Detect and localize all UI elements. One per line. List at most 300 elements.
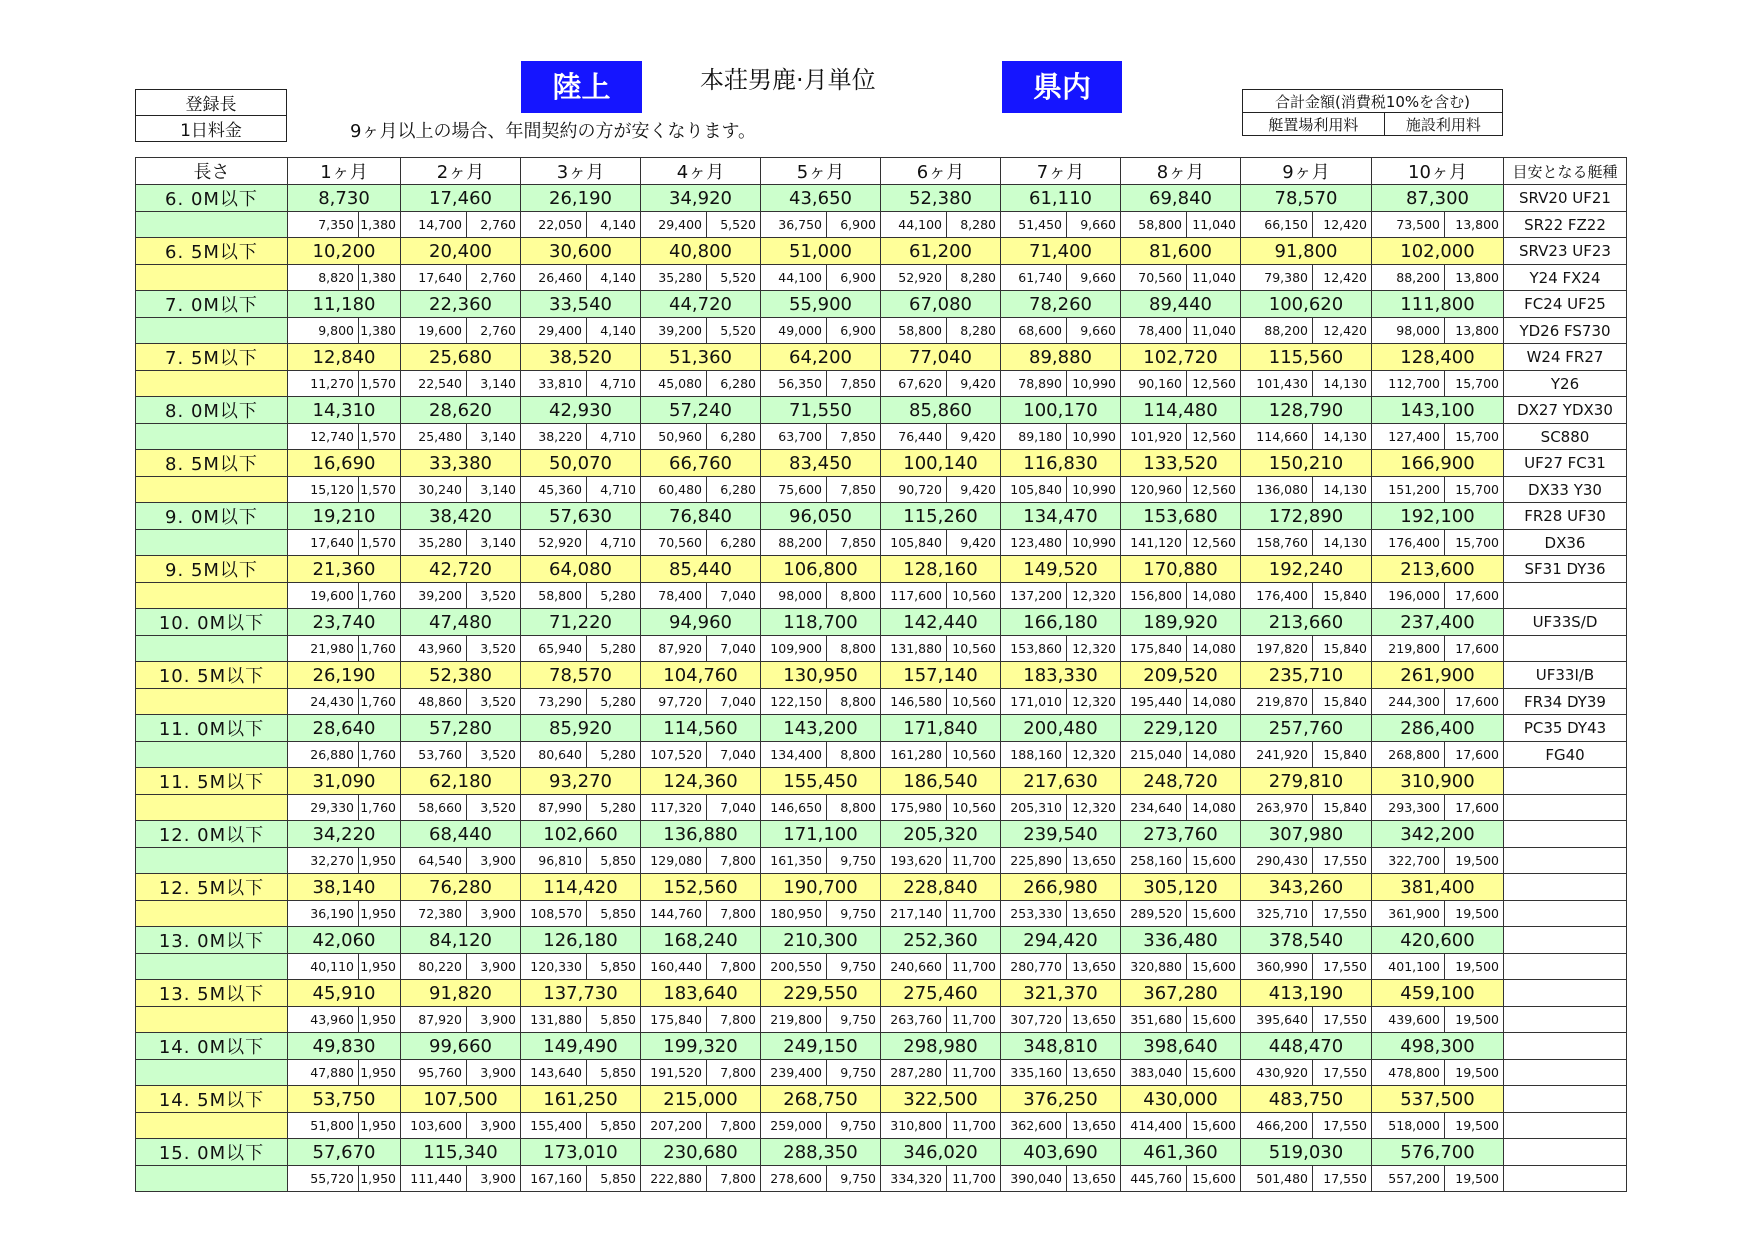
berth-fee-cell: 45,360 [521, 477, 587, 503]
length-cell-blank [136, 477, 288, 503]
facility-fee-cell: 7,040 [707, 689, 761, 715]
total-cell: 42,720 [401, 556, 521, 583]
length-cell-blank [136, 371, 288, 397]
total-cell: 21,360 [288, 556, 401, 583]
facility-fee-cell: 15,600 [1187, 1060, 1241, 1086]
berth-fee-cell: 334,320 [881, 1166, 947, 1192]
total-cell: 124,360 [641, 768, 761, 795]
boat-type-cell [1504, 795, 1627, 821]
facility-fee-cell: 7,850 [827, 424, 881, 450]
total-cell: 81,600 [1121, 238, 1241, 265]
facility-fee-cell: 13,800 [1445, 265, 1504, 291]
boat-type-cell: SR22 FZ22 [1504, 212, 1627, 238]
total-cell: 104,760 [641, 662, 761, 689]
berth-fee-cell: 61,740 [1001, 265, 1067, 291]
total-cell: 199,320 [641, 1033, 761, 1060]
berth-fee-cell: 45,080 [641, 371, 707, 397]
total-cell: 143,200 [761, 715, 881, 742]
facility-fee-cell: 9,750 [827, 1113, 881, 1139]
boat-type-cell [1504, 1139, 1627, 1166]
berth-fee-cell: 175,840 [1121, 636, 1187, 662]
facility-fee-cell: 1,380 [359, 318, 401, 344]
facility-fee-cell: 17,600 [1445, 742, 1504, 768]
total-cell: 305,120 [1121, 874, 1241, 901]
length-cell: 7. 0M以下 [136, 291, 288, 318]
berth-fee-cell: 414,400 [1121, 1113, 1187, 1139]
total-cell: 189,920 [1121, 609, 1241, 636]
total-cell: 34,920 [641, 185, 761, 212]
table-row-split [136, 901, 1627, 927]
boat-type-cell: SF31 DY36 [1504, 556, 1627, 583]
facility-fee-cell: 11,700 [947, 848, 1001, 874]
total-cell: 576,700 [1372, 1139, 1504, 1166]
berth-fee-cell: 90,160 [1121, 371, 1187, 397]
total-cell: 100,620 [1241, 291, 1372, 318]
berth-fee-cell: 395,640 [1241, 1007, 1313, 1033]
facility-fee-cell: 15,600 [1187, 1113, 1241, 1139]
berth-fee-cell: 117,600 [881, 583, 947, 609]
berth-fee-cell: 68,600 [1001, 318, 1067, 344]
length-cell: 14. 5M以下 [136, 1086, 288, 1113]
facility-fee-cell: 17,600 [1445, 689, 1504, 715]
facility-fee-cell: 5,850 [587, 1060, 641, 1086]
facility-fee-cell: 3,900 [467, 954, 521, 980]
facility-fee-cell: 7,800 [707, 1166, 761, 1192]
total-cell: 378,540 [1241, 927, 1372, 954]
berth-fee-cell: 180,950 [761, 901, 827, 927]
facility-fee-cell: 13,650 [1067, 1007, 1121, 1033]
total-cell: 22,360 [401, 291, 521, 318]
header-month-9: 9ヶ月 [1241, 158, 1372, 185]
boat-type-cell [1504, 927, 1627, 954]
total-cell: 286,400 [1372, 715, 1504, 742]
length-cell-blank [136, 901, 288, 927]
facility-fee-cell: 9,660 [1067, 318, 1121, 344]
total-cell: 268,750 [761, 1086, 881, 1113]
berth-fee-cell: 49,000 [761, 318, 827, 344]
berth-fee-cell: 87,920 [641, 636, 707, 662]
table-row [136, 609, 1627, 636]
table-row-split [136, 1007, 1627, 1033]
berth-fee-cell: 39,200 [641, 318, 707, 344]
berth-fee-cell: 89,180 [1001, 424, 1067, 450]
total-cell: 51,360 [641, 344, 761, 371]
berth-fee-cell: 430,920 [1241, 1060, 1313, 1086]
berth-fee-cell: 103,600 [401, 1113, 467, 1139]
facility-fee-cell: 7,850 [827, 477, 881, 503]
facility-fee-cell: 6,280 [707, 424, 761, 450]
facility-fee-cell: 5,280 [587, 583, 641, 609]
total-cell: 213,600 [1372, 556, 1504, 583]
boat-type-cell: FR34 DY39 [1504, 689, 1627, 715]
berth-fee-cell: 12,740 [288, 424, 359, 450]
berth-fee-cell: 207,200 [641, 1113, 707, 1139]
berth-fee-cell: 307,720 [1001, 1007, 1067, 1033]
length-cell-blank [136, 1113, 288, 1139]
berth-fee-cell: 219,870 [1241, 689, 1313, 715]
total-cell: 143,100 [1372, 397, 1504, 424]
berth-fee-cell: 14,700 [401, 212, 467, 238]
facility-fee-cell: 4,140 [587, 212, 641, 238]
facility-fee-cell: 1,380 [359, 212, 401, 238]
length-cell-blank [136, 424, 288, 450]
boat-type-cell: FG40 [1504, 742, 1627, 768]
facility-fee-cell: 17,550 [1313, 1060, 1372, 1086]
table-row [136, 556, 1627, 583]
berth-fee-cell: 188,160 [1001, 742, 1067, 768]
facility-fee-cell: 11,040 [1187, 212, 1241, 238]
facility-fee-cell: 19,500 [1445, 848, 1504, 874]
facility-fee-cell: 2,760 [467, 318, 521, 344]
total-cell: 237,400 [1372, 609, 1504, 636]
facility-fee-cell: 10,990 [1067, 424, 1121, 450]
table-row-split [136, 212, 1627, 238]
facility-fee-cell: 9,420 [947, 371, 1001, 397]
berth-fee-cell: 268,800 [1372, 742, 1445, 768]
total-cell: 249,150 [761, 1033, 881, 1060]
page-title: 本荘男鹿·月単位 [700, 66, 876, 94]
total-cell: 19,210 [288, 503, 401, 530]
berth-fee-cell: 240,660 [881, 954, 947, 980]
berth-fee-cell: 21,980 [288, 636, 359, 662]
berth-fee-cell: 310,800 [881, 1113, 947, 1139]
total-cell: 420,600 [1372, 927, 1504, 954]
boat-type-cell [1504, 980, 1627, 1007]
berth-fee-cell: 439,600 [1372, 1007, 1445, 1033]
berth-fee-cell: 9,800 [288, 318, 359, 344]
facility-fee-cell: 7,800 [707, 901, 761, 927]
total-cell: 190,700 [761, 874, 881, 901]
facility-fee-cell: 9,750 [827, 1060, 881, 1086]
legend-right-box [1242, 89, 1503, 136]
facility-fee-cell: 1,380 [359, 265, 401, 291]
length-cell: 15. 0M以下 [136, 1139, 288, 1166]
total-cell: 83,450 [761, 450, 881, 477]
facility-fee-cell: 12,320 [1067, 689, 1121, 715]
facility-fee-cell: 5,850 [587, 1113, 641, 1139]
total-cell: 115,560 [1241, 344, 1372, 371]
facility-fee-cell: 1,760 [359, 742, 401, 768]
total-cell: 229,120 [1121, 715, 1241, 742]
total-cell: 157,140 [881, 662, 1001, 689]
berth-fee-cell: 322,700 [1372, 848, 1445, 874]
berth-fee-cell: 51,800 [288, 1113, 359, 1139]
length-cell-blank [136, 212, 288, 238]
boat-type-cell: SRV23 UF23 [1504, 238, 1627, 265]
facility-fee-cell: 7,850 [827, 530, 881, 556]
total-cell: 28,620 [401, 397, 521, 424]
berth-fee-cell: 98,000 [761, 583, 827, 609]
facility-fee-cell: 7,800 [707, 954, 761, 980]
boat-type-cell [1504, 954, 1627, 980]
facility-fee-cell: 4,710 [587, 530, 641, 556]
facility-fee-cell: 12,320 [1067, 583, 1121, 609]
berth-fee-cell: 129,080 [641, 848, 707, 874]
total-cell: 102,720 [1121, 344, 1241, 371]
berth-fee-cell: 63,700 [761, 424, 827, 450]
facility-fee-cell: 4,140 [587, 318, 641, 344]
berth-fee-cell: 43,960 [401, 636, 467, 662]
berth-fee-cell: 43,960 [288, 1007, 359, 1033]
facility-fee-cell: 17,550 [1313, 848, 1372, 874]
berth-fee-cell: 29,330 [288, 795, 359, 821]
table-row [136, 662, 1627, 689]
table-row [136, 927, 1627, 954]
total-cell: 111,800 [1372, 291, 1504, 318]
header-month-7: 7ヶ月 [1001, 158, 1121, 185]
total-cell: 235,710 [1241, 662, 1372, 689]
facility-fee-cell: 3,900 [467, 848, 521, 874]
total-cell: 12,840 [288, 344, 401, 371]
boat-type-cell [1504, 1086, 1627, 1113]
berth-fee-cell: 361,900 [1372, 901, 1445, 927]
total-cell: 52,380 [881, 185, 1001, 212]
berth-fee-cell: 26,880 [288, 742, 359, 768]
facility-fee-cell: 6,280 [707, 371, 761, 397]
total-cell: 85,920 [521, 715, 641, 742]
total-cell: 87,300 [1372, 185, 1504, 212]
berth-fee-cell: 290,430 [1241, 848, 1313, 874]
berth-fee-cell: 144,760 [641, 901, 707, 927]
berth-fee-cell: 219,800 [1372, 636, 1445, 662]
berth-fee-cell: 225,890 [1001, 848, 1067, 874]
berth-fee-cell: 80,220 [401, 954, 467, 980]
length-cell: 9. 0M以下 [136, 503, 288, 530]
total-cell: 322,500 [881, 1086, 1001, 1113]
facility-fee-cell: 14,080 [1187, 689, 1241, 715]
facility-fee-cell: 13,800 [1445, 318, 1504, 344]
berth-fee-cell: 196,000 [1372, 583, 1445, 609]
total-cell: 114,560 [641, 715, 761, 742]
berth-fee-cell: 137,200 [1001, 583, 1067, 609]
berth-fee-cell: 96,810 [521, 848, 587, 874]
total-cell: 381,400 [1372, 874, 1504, 901]
berth-fee-cell: 36,750 [761, 212, 827, 238]
berth-fee-cell: 143,640 [521, 1060, 587, 1086]
total-cell: 106,800 [761, 556, 881, 583]
total-cell: 217,630 [1001, 768, 1121, 795]
total-cell: 152,560 [641, 874, 761, 901]
berth-fee-cell: 325,710 [1241, 901, 1313, 927]
berth-fee-cell: 65,940 [521, 636, 587, 662]
table-row [136, 397, 1627, 424]
total-cell: 77,040 [881, 344, 1001, 371]
legend-left-box [135, 89, 287, 142]
berth-fee-cell: 90,720 [881, 477, 947, 503]
total-cell: 257,760 [1241, 715, 1372, 742]
table-row [136, 503, 1627, 530]
berth-fee-cell: 88,200 [1241, 318, 1313, 344]
total-cell: 76,840 [641, 503, 761, 530]
facility-fee-cell: 8,800 [827, 636, 881, 662]
facility-fee-cell: 5,520 [707, 318, 761, 344]
berth-fee-cell: 136,080 [1241, 477, 1313, 503]
boat-type-cell: SC880 [1504, 424, 1627, 450]
facility-fee-cell: 5,280 [587, 636, 641, 662]
total-cell: 114,480 [1121, 397, 1241, 424]
facility-fee-cell: 15,700 [1445, 477, 1504, 503]
total-cell: 45,910 [288, 980, 401, 1007]
total-cell: 483,750 [1241, 1086, 1372, 1113]
total-cell: 183,640 [641, 980, 761, 1007]
length-cell-blank [136, 742, 288, 768]
total-cell: 298,980 [881, 1033, 1001, 1060]
berth-fee-cell: 146,650 [761, 795, 827, 821]
total-cell: 71,220 [521, 609, 641, 636]
boat-type-cell [1504, 901, 1627, 927]
total-cell: 150,210 [1241, 450, 1372, 477]
berth-fee-cell: 127,400 [1372, 424, 1445, 450]
facility-fee-cell: 12,560 [1187, 424, 1241, 450]
berth-fee-cell: 175,840 [641, 1007, 707, 1033]
facility-fee-cell: 10,990 [1067, 477, 1121, 503]
berth-fee-cell: 518,000 [1372, 1113, 1445, 1139]
facility-fee-cell: 10,990 [1067, 530, 1121, 556]
berth-fee-cell: 258,160 [1121, 848, 1187, 874]
facility-fee-cell: 19,500 [1445, 1060, 1504, 1086]
total-cell: 38,520 [521, 344, 641, 371]
total-cell: 153,680 [1121, 503, 1241, 530]
total-cell: 44,720 [641, 291, 761, 318]
table-row-split [136, 795, 1627, 821]
facility-fee-cell: 11,700 [947, 1166, 1001, 1192]
berth-fee-cell: 50,960 [641, 424, 707, 450]
berth-fee-cell: 280,770 [1001, 954, 1067, 980]
berth-fee-cell: 38,220 [521, 424, 587, 450]
total-cell: 84,120 [401, 927, 521, 954]
facility-fee-cell: 10,560 [947, 636, 1001, 662]
facility-fee-cell: 3,520 [467, 636, 521, 662]
berth-fee-cell: 466,200 [1241, 1113, 1313, 1139]
contract-note: 9ヶ月以上の場合、年間契約の方が安くなります。 [350, 121, 757, 142]
berth-fee-cell: 176,400 [1241, 583, 1313, 609]
total-cell: 215,000 [641, 1086, 761, 1113]
facility-fee-cell: 17,600 [1445, 583, 1504, 609]
berth-fee-cell: 383,040 [1121, 1060, 1187, 1086]
total-cell: 99,660 [401, 1033, 521, 1060]
facility-fee-cell: 13,650 [1067, 1113, 1121, 1139]
berth-fee-cell: 293,300 [1372, 795, 1445, 821]
facility-fee-cell: 5,520 [707, 265, 761, 291]
table-row [136, 291, 1627, 318]
total-cell: 343,260 [1241, 874, 1372, 901]
table-row-split [136, 371, 1627, 397]
total-cell: 115,260 [881, 503, 1001, 530]
total-cell: 519,030 [1241, 1139, 1372, 1166]
berth-fee-cell: 351,680 [1121, 1007, 1187, 1033]
berth-fee-cell: 88,200 [761, 530, 827, 556]
header-month-2: 2ヶ月 [401, 158, 521, 185]
facility-fee-cell: 15,600 [1187, 848, 1241, 874]
berth-fee-cell: 52,920 [521, 530, 587, 556]
facility-fee-cell: 11,040 [1187, 318, 1241, 344]
facility-fee-cell: 9,750 [827, 1166, 881, 1192]
total-cell: 118,700 [761, 609, 881, 636]
total-cell: 192,240 [1241, 556, 1372, 583]
facility-fee-cell: 7,800 [707, 848, 761, 874]
total-cell: 115,340 [401, 1139, 521, 1166]
header-length: 長さ [136, 158, 288, 185]
facility-fee-cell: 19,500 [1445, 1166, 1504, 1192]
total-cell: 275,460 [881, 980, 1001, 1007]
berth-fee-cell: 70,560 [641, 530, 707, 556]
facility-fee-cell: 6,280 [707, 530, 761, 556]
berth-fee-cell: 97,720 [641, 689, 707, 715]
facility-fee-cell: 5,280 [587, 742, 641, 768]
boat-type-cell [1504, 848, 1627, 874]
berth-fee-cell: 32,270 [288, 848, 359, 874]
berth-fee-cell: 78,400 [1121, 318, 1187, 344]
berth-fee-cell: 557,200 [1372, 1166, 1445, 1192]
total-cell: 26,190 [288, 662, 401, 689]
berth-fee-cell: 51,450 [1001, 212, 1067, 238]
berth-fee-cell: 131,880 [881, 636, 947, 662]
berth-fee-cell: 360,990 [1241, 954, 1313, 980]
total-cell: 128,790 [1241, 397, 1372, 424]
berth-fee-cell: 72,380 [401, 901, 467, 927]
total-cell: 62,180 [401, 768, 521, 795]
total-cell: 183,330 [1001, 662, 1121, 689]
boat-type-cell [1504, 768, 1627, 795]
berth-fee-cell: 205,310 [1001, 795, 1067, 821]
facility-fee-cell: 19,500 [1445, 954, 1504, 980]
total-cell: 248,720 [1121, 768, 1241, 795]
length-cell-blank [136, 954, 288, 980]
facility-fee-cell: 11,700 [947, 1007, 1001, 1033]
facility-fee-cell: 9,750 [827, 954, 881, 980]
berth-fee-cell: 11,270 [288, 371, 359, 397]
facility-fee-cell: 14,130 [1313, 477, 1372, 503]
facility-fee-cell: 15,600 [1187, 1166, 1241, 1192]
facility-fee-cell: 17,550 [1313, 1113, 1372, 1139]
facility-fee-cell: 4,710 [587, 477, 641, 503]
total-cell: 367,280 [1121, 980, 1241, 1007]
facility-fee-cell: 14,080 [1187, 583, 1241, 609]
table-row-split [136, 1166, 1627, 1192]
table-row-split [136, 265, 1627, 291]
total-cell: 398,640 [1121, 1033, 1241, 1060]
total-cell: 213,660 [1241, 609, 1372, 636]
berth-fee-cell: 105,840 [881, 530, 947, 556]
berth-fee-cell: 320,880 [1121, 954, 1187, 980]
total-cell: 171,100 [761, 821, 881, 848]
table-row [136, 980, 1627, 1007]
table-row [136, 450, 1627, 477]
berth-fee-cell: 175,980 [881, 795, 947, 821]
facility-fee-cell: 4,710 [587, 371, 641, 397]
boat-type-cell: W24 FR27 [1504, 344, 1627, 371]
total-cell: 50,070 [521, 450, 641, 477]
boat-type-cell [1504, 874, 1627, 901]
total-cell: 34,220 [288, 821, 401, 848]
total-cell: 173,010 [521, 1139, 641, 1166]
table-row [136, 1139, 1627, 1166]
berth-fee-cell: 19,600 [401, 318, 467, 344]
boat-type-cell: DX33 Y30 [1504, 477, 1627, 503]
total-cell: 210,300 [761, 927, 881, 954]
table-row-split [136, 583, 1627, 609]
length-cell: 9. 5M以下 [136, 556, 288, 583]
facility-fee-cell: 7,040 [707, 795, 761, 821]
length-cell: 12. 0M以下 [136, 821, 288, 848]
total-cell: 43,650 [761, 185, 881, 212]
facility-fee-cell: 17,550 [1313, 901, 1372, 927]
berth-fee-cell: 78,890 [1001, 371, 1067, 397]
facility-fee-cell: 11,700 [947, 954, 1001, 980]
berth-fee-cell: 75,600 [761, 477, 827, 503]
total-cell: 30,600 [521, 238, 641, 265]
length-cell-blank [136, 530, 288, 556]
